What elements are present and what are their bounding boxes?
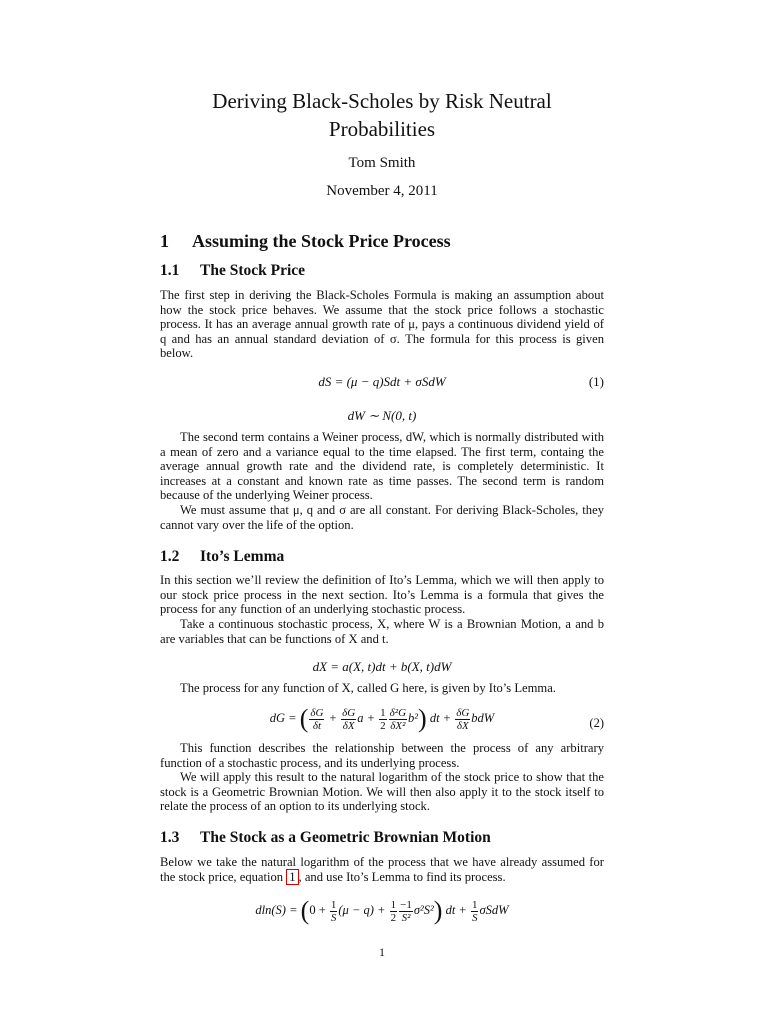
paragraph-9 <box>160 855 604 884</box>
section-1-3-heading <box>160 829 491 847</box>
paragraph-8: We will apply this result to the natural logarithm of the stock price to show that the stock is a Geometric Brownian Motion. We will then also apply it to the stock itself to relate the process of an option to its underlying stock. <box>160 770 604 814</box>
paragraph-3: We must assume that μ, q and σ are all constant. For deriving Black-Scholes, they cannot vary over the life of the option. <box>160 503 604 532</box>
paragraph-1: The first step in deriving the Black-Scholes Formula is making an assumption about how the stock price behaves. We assume that the stock price follows a stochastic process. It has an average annual growth rate of μ, pays a continuous dividend yield of q and has an annual standard deviation of σ. The formula for this process is given below. <box>160 288 604 361</box>
section-number: 1.2 <box>160 548 180 565</box>
paragraph-9-text-b: , and use Ito’s Lemma to find its process. <box>298 869 506 884</box>
equation-1b: dW ∼ N(0, t) <box>347 408 417 423</box>
paragraph-7: This function describes the relationship between the process of any arbitrary function of a stochastic process, and its underlying process. <box>160 741 604 770</box>
author: Tom Smith <box>348 155 416 171</box>
equation-number: (2) <box>589 716 604 730</box>
equation-1 <box>160 374 604 390</box>
section-number: 1.3 <box>160 829 180 846</box>
section-1-heading <box>160 231 451 252</box>
section-1-2-heading <box>160 548 284 566</box>
section-title: Ito’s Lemma <box>200 548 285 565</box>
date: November 4, 2011 <box>326 183 438 199</box>
equation-1-body: dS = (μ − q)Sdt + σSdW <box>318 374 446 389</box>
paragraph-5: Take a continuous stochastic process, X, where W is a Brownian Motion, a and b are variables that can be functions of X and t. <box>160 617 604 646</box>
equation-2: dX = a(X, t)dt + b(X, t)dW <box>312 659 452 674</box>
section-1-1-heading <box>160 262 305 280</box>
equation-ln-s: dln(S) = (0 + $\frac{1}{S}$ (μ − q) + $\frac{1}{2}$ $\frac{-1}{\text{S²}}$ σ²S²) dt + $\frac{1}{S}$ σSdW <box>255 896 509 925</box>
section-title: Assuming the Stock Price Process <box>192 231 451 251</box>
section-title: The Stock as a Geometric Brownian Motion <box>200 829 491 846</box>
equation-number: (1) <box>588 374 604 389</box>
equation-ito: dG = ( $\frac{\delta G}{\delta t}$ + $\frac{\delta G}{\delta X}$ a + $\frac{1}{2}$ $\frac{\text{δ²G}}{\text{δX²}}$ b²) dt + $\frac{\delta G}{\delta X}$ bdW (2) <box>269 704 604 733</box>
paragraph-6: The process for any function of X, called G here, is given by Ito’s Lemma. <box>180 681 556 695</box>
paper-title: Deriving Black-Scholes by Risk Neutral Probabilities <box>212 89 552 141</box>
paragraph-2: The second term contains a Weiner process, dW, which is normally distributed with a mean of zero and a variance equal to the time elapsed. The first term, containg the average annual growth rate and the dividend rate, is completely deterministic. It increases at a constant and known rate as time passes. The second term is random because of the underlying Weiner process. <box>160 430 604 503</box>
paragraph-9-text-a: Below we take the natural logarithm of the process that we have already assumed for the stock price, equation <box>160 855 604 884</box>
section-number: 1.1 <box>160 262 180 279</box>
equation-1-link[interactable]: 1 <box>286 869 298 885</box>
section-number: 1 <box>160 231 169 251</box>
section-title: The Stock Price <box>200 262 306 279</box>
page-number: 1 <box>379 945 385 959</box>
paragraph-4: In this section we’ll review the definition of Ito’s Lemma, which we will then apply to our stock price process in the next section. Ito’s Lemma is a formula that gives the process for any function of an underlying stochastic process. <box>160 573 604 617</box>
